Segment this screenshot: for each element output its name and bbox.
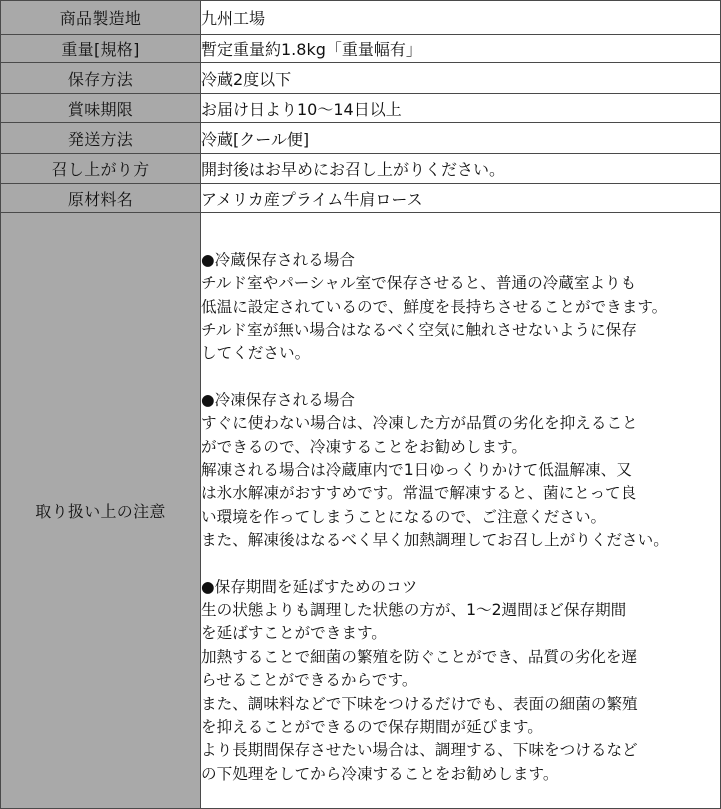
ingredients-value: アメリカ産プライム牛肩ロース	[201, 184, 721, 213]
weight-value: 暫定重量約1.8kg「重量幅有」	[201, 35, 721, 63]
origin-value: 九州工場	[201, 1, 721, 35]
note-line: また、調味料などで下味をつけるだけでも、表面の細菌の繁殖	[201, 694, 638, 713]
note-line: は氷水解凍がおすすめです。常温で解凍すると、菌にとって良	[201, 484, 637, 503]
note-line: すぐに使わない場合は、冷凍した方が品質の劣化を抑えること	[201, 414, 638, 433]
note-heading: ●冷蔵保存される場合	[201, 250, 355, 269]
shipping-label: 発送方法	[1, 123, 201, 154]
serving-label: 召し上がり方	[1, 154, 201, 184]
note-line: い環境を作ってしまうことになるので、ご注意ください。	[201, 507, 607, 526]
note-section-shelf-life-tips	[201, 576, 720, 787]
serving-value: 開封後はお早めにお召し上がりください。	[201, 154, 721, 184]
note-line: らせることができるからです。	[201, 671, 418, 690]
row-storage	[1, 63, 721, 94]
note-line: 生の状態よりも調理した状態の方が、1～2週間ほど保存期間	[201, 601, 627, 620]
row-ingredients	[1, 184, 721, 213]
weight-label: 重量[規格]	[1, 35, 201, 63]
row-expiry	[1, 94, 721, 123]
row-weight	[1, 35, 721, 63]
note-heading: ●保存期間を延ばすためのコツ	[201, 577, 418, 596]
row-shipping	[1, 123, 721, 154]
note-line: を抑えることができるので保存期間が延びます。	[201, 718, 543, 737]
note-line: より長期間保存させたい場合は、調理する、下味をつけるなど	[201, 741, 638, 760]
expiry-label: 賞味期限	[1, 94, 201, 123]
storage-value: 冷蔵2度以下	[201, 63, 721, 94]
row-serving	[1, 154, 721, 184]
ingredients-label: 原材料名	[1, 184, 201, 213]
note-line: を延ばすことができます。	[201, 624, 387, 643]
origin-label: 商品製造地	[1, 1, 201, 35]
note-line: の下処理をしてから冷凍することをお勧めします。	[201, 764, 559, 783]
note-line: また、解凍後はなるべく早く加熱調理してお召し上がりください。	[201, 531, 669, 550]
storage-label: 保存方法	[1, 63, 201, 94]
note-line: してください。	[201, 344, 311, 363]
note-line: 解凍される場合は冷蔵庫内で1日ゆっくりかけて低温解凍、又	[201, 460, 632, 479]
note-section-refrigeration	[201, 249, 720, 366]
note-heading: ●冷凍保存される場合	[201, 390, 355, 409]
shipping-value: 冷蔵[クール便]	[201, 123, 721, 154]
note-line: チルド室が無い場合はなるべく空気に触れさせないように保存	[201, 320, 637, 339]
note-line: 低温に設定されているので、鮮度を長持ちさせることができます。	[201, 297, 668, 316]
handling-notes-label: 取り扱い上の注意	[1, 213, 201, 809]
note-line: チルド室やパーシャル室で保存させると、普通の冷蔵室よりも	[201, 274, 637, 293]
handling-notes-content	[201, 213, 721, 809]
row-handling-notes	[1, 213, 721, 809]
expiry-value: お届け日より10～14日以上	[201, 94, 721, 123]
note-line: 加熱することで細菌の繁殖を防ぐことができ、品質の劣化を遅	[201, 647, 638, 666]
note-section-freezing	[201, 389, 720, 553]
row-origin	[1, 1, 721, 35]
note-line: ができるので、冷凍することをお勧めします。	[201, 437, 527, 456]
